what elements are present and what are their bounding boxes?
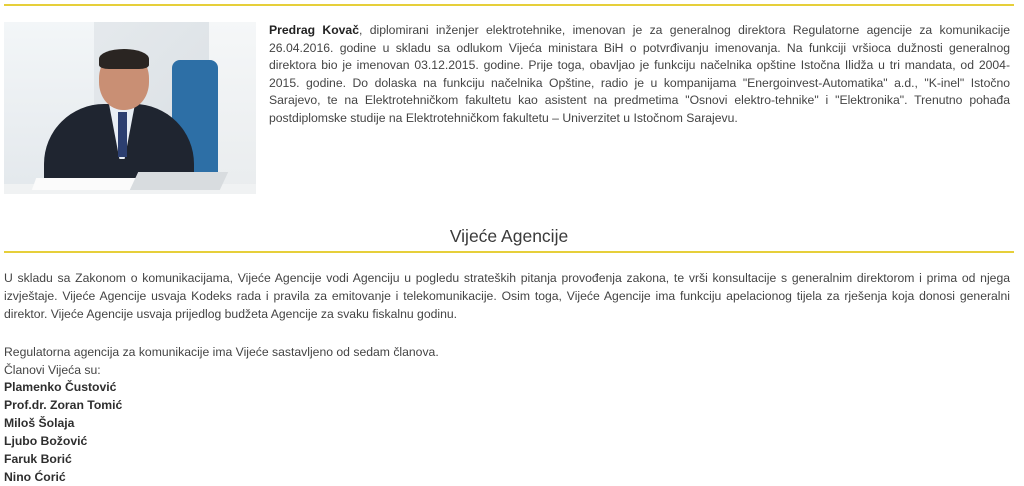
director-bio-text: , diplomirani inženjer elektrotehnike, imenovan je za generalnog direktora Regulatorne agencije za komunikacije 26.04.2016. godine u skladu sa odlukom Vijeća ministara BiH o potvrđivanju imenovanja. Na funkciji vršioca dužnosti generalnog direktora bio je imenovan 03.12.2015. godine. Prije toga, obavljao je funkciju načelnika opštine Istočna Ilidža u tri mandata, od 2004-2015. godine. Do dolaska na funkciju načelnika Opštine, radio je u kompanijama "Energoinvest-Automatika" a.d., "K-inel" Istočno Sarajevo, te na Elektrotehničkom fakultetu kao asistent na predmetima "Osnovi elektro-tehnike" i "Elektronika". Trenutno pohađa postdiplomske studije na Elektrotehničkom fakultetu – Univerzitet u Istočnom Sarajevu. — [269, 23, 1010, 125]
members-list — [4, 378, 122, 486]
member-item: Ljubo Božović — [4, 434, 88, 448]
director-photo — [4, 22, 256, 194]
section-divider — [4, 251, 1014, 253]
members-heading: Članovi Vijeća su: — [4, 363, 101, 377]
member-item: Plamenko Čustović — [4, 380, 117, 394]
member-item: Prof.dr. Zoran Tomić — [4, 398, 123, 412]
council-description: U skladu sa Zakonom o komunikacijama, Vijeće Agencije vodi Agenciju u pogledu strateških pitanja provođenja zakona, te vrši konsultacije s generalnim direktorom i prima od njega izvještaje. Vijeće Agencije usvaja Kodeks rada i pravila za emitovanje i telekomunikacije. Osim toga, Vijeće Agencije ima funkciju apelacionog tijela za rješenja koja donosi generalni direktor. Vijeće Agencije usvaja prijedlog budžeta Agencije za svaku fiskalnu godinu. — [4, 271, 1010, 321]
council-section-title: Vijeće Agencije — [449, 226, 569, 246]
member-item: Faruk Borić — [4, 452, 72, 466]
top-divider — [4, 4, 1014, 6]
council-composition: Regulatorna agencija za komunikacije ima Vijeće sastavljeno od sedam članova. — [4, 345, 439, 359]
member-item: Nino Ćorić — [4, 470, 66, 484]
council-info — [4, 343, 439, 379]
director-name: Predrag Kovač — [269, 23, 359, 37]
director-bio — [269, 22, 1010, 128]
member-item: Miloš Šolaja — [4, 416, 75, 430]
